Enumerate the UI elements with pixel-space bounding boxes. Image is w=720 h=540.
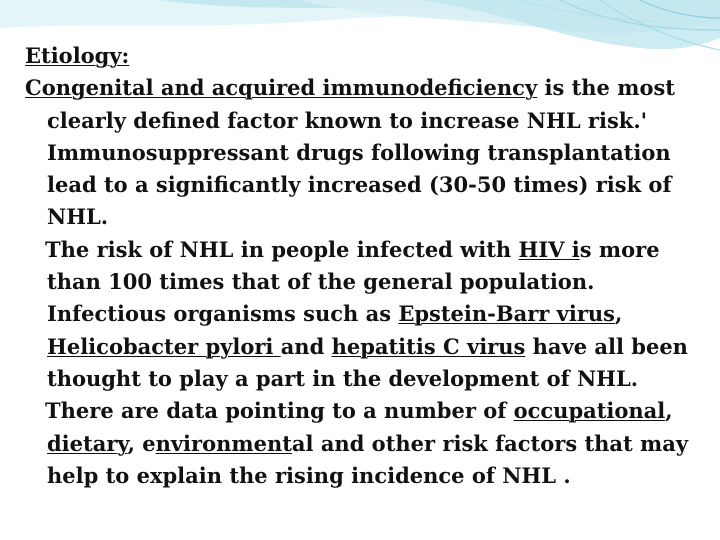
paragraph-text: , xyxy=(615,301,623,327)
paragraph-text: There are data pointing to a number of xyxy=(45,398,514,424)
paragraph-text: is the most clearly defined factor known to increase NHL risk.' Immunosuppressant drugs following transplantation lead to a significantly increased (30-50 times) risk of NHL. xyxy=(47,75,675,230)
link-dietary[interactable]: dietary xyxy=(47,430,128,456)
paragraph-text: s more than 100 times that of the general population. Infectious organisms such as xyxy=(47,236,660,327)
paragraph-text: , xyxy=(665,398,673,424)
link-environmental[interactable]: nvironment xyxy=(155,430,292,456)
link-epstein-barr-virus[interactable]: Epstein-Barr virus xyxy=(398,301,616,327)
link-hiv[interactable]: HIV i xyxy=(518,236,580,262)
link-occupational[interactable]: occupational xyxy=(513,398,666,424)
heading-text: Etiology: xyxy=(25,43,130,68)
link-immunodeficiency[interactable]: Congenital and acquired immunodeficiency xyxy=(25,75,538,101)
paragraph-text: and xyxy=(280,333,332,359)
paragraph-immunodeficiency xyxy=(25,72,705,233)
paragraph-text: The risk of NHL in people infected with xyxy=(45,236,519,262)
paragraph-text: , e xyxy=(127,430,156,456)
paragraph-risk-factors xyxy=(25,395,705,492)
paragraph-infections xyxy=(25,234,705,395)
slide-heading xyxy=(25,40,705,72)
link-hepatitis-c-virus[interactable]: hepatitis C virus xyxy=(331,333,526,359)
paragraph-text: al and other risk factors that may help to explain the rising incidence of NHL . xyxy=(47,430,689,488)
paragraph-text: have all been thought to play a part in the development of NHL. xyxy=(47,333,688,391)
slide-body xyxy=(25,40,705,492)
link-helicobacter-pylori[interactable]: Helicobacter pylori xyxy=(47,333,281,359)
